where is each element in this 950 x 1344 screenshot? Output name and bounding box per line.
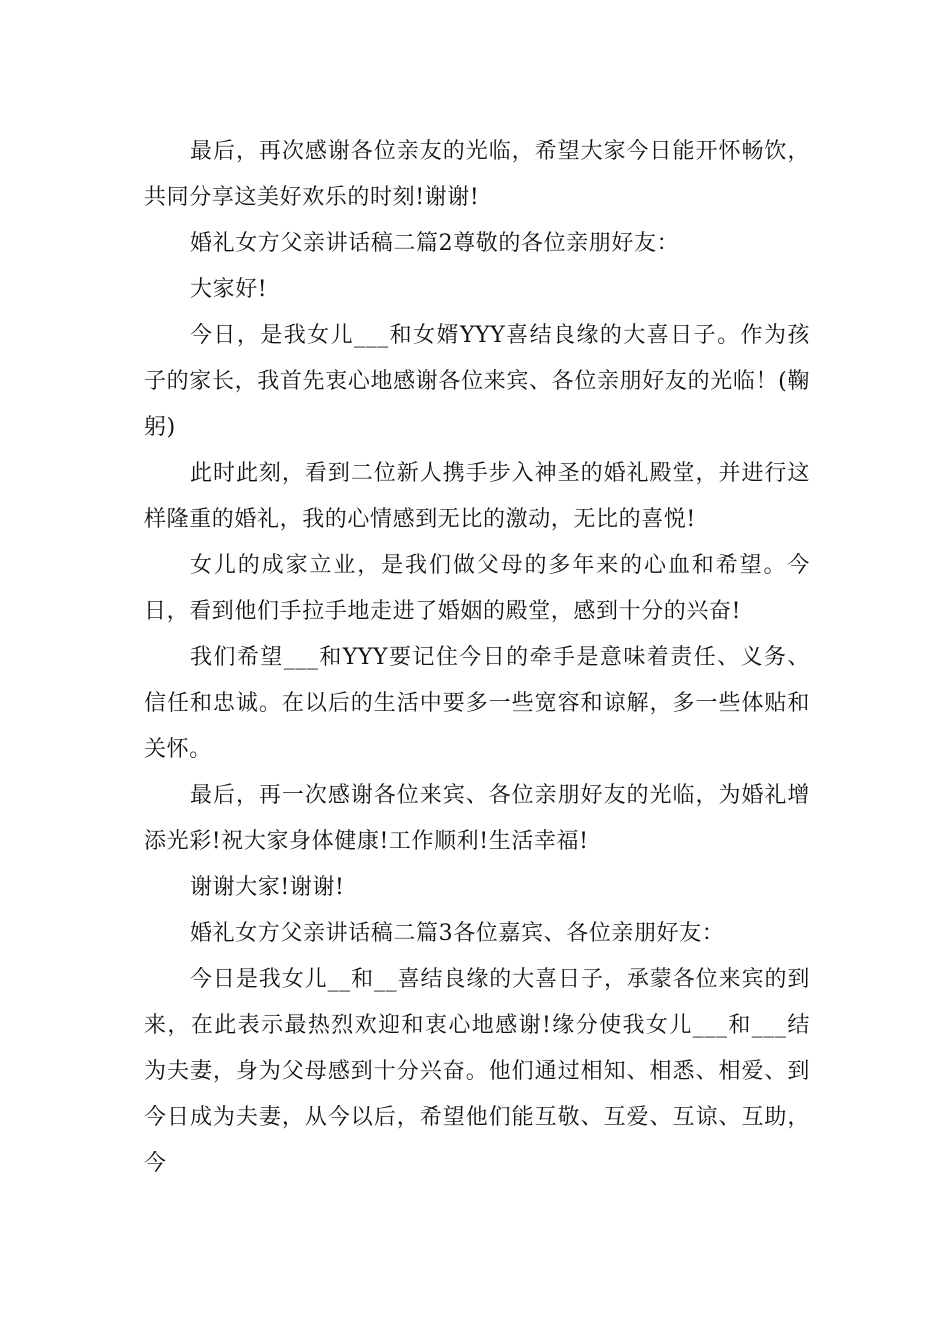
paragraph-this-moment: 此时此刻，看到二位新人携手步入神圣的婚礼殿堂，并进行这样隆重的婚礼，我的心情感到无比的激动，无比的喜悦!	[144, 461, 810, 532]
paragraph-greeting: 大家好!	[190, 277, 268, 302]
paragraph-daughter-marriage: 女儿的成家立业，是我们做父母的多年来的心血和希望。今日，看到他们手拉手地走进了婚姻的殿堂，感到十分的兴奋!	[144, 553, 810, 624]
paragraph-speech-2-heading: 婚礼女方父亲讲话稿二篇2尊敬的各位亲朋好友：	[190, 231, 680, 256]
paragraph-final-thanks: 最后，再一次感谢各位来宾、各位亲朋好友的光临，为婚礼增添光彩!祝大家身体健康!工作顺利!生活幸福!	[144, 783, 810, 854]
document-body	[144, 129, 810, 1187]
paragraph-hopes: 我们希望___和YYY要记住今日的牵手是意味着责任、义务、信任和忠诚。在以后的生活中要多一些宽容和谅解，多一些体贴和关怀。	[144, 645, 810, 762]
paragraph-closing-thanks: 最后，再次感谢各位亲友的光临，希望大家今日能开怀畅饮，共同分享这美好欢乐的时刻!谢谢!	[144, 139, 810, 210]
paragraph-thank-you: 谢谢大家!谢谢!	[190, 875, 345, 900]
paragraph-wedding-day: 今日，是我女儿___和女婿YYY喜结良缘的大喜日子。作为孩子的家长，我首先衷心地感谢各位来宾、各位亲朋好友的光临！(鞠躬)	[144, 323, 810, 440]
paragraph-speech-3-body: 今日是我女儿__和__喜结良缘的大喜日子，承蒙各位来宾的到来，在此表示最热烈欢迎和衷心地感谢!缘分使我女儿___和___结为夫妻，身为父母感到十分兴奋。他们通过相知、相悉、相爱、到今日成为夫妻，从今以后，希望他们能互敬、互爱、互谅、互助，今	[144, 967, 810, 1176]
paragraph-speech-3-heading: 婚礼女方父亲讲话稿二篇3各位嘉宾、各位亲朋好友：	[190, 921, 725, 946]
